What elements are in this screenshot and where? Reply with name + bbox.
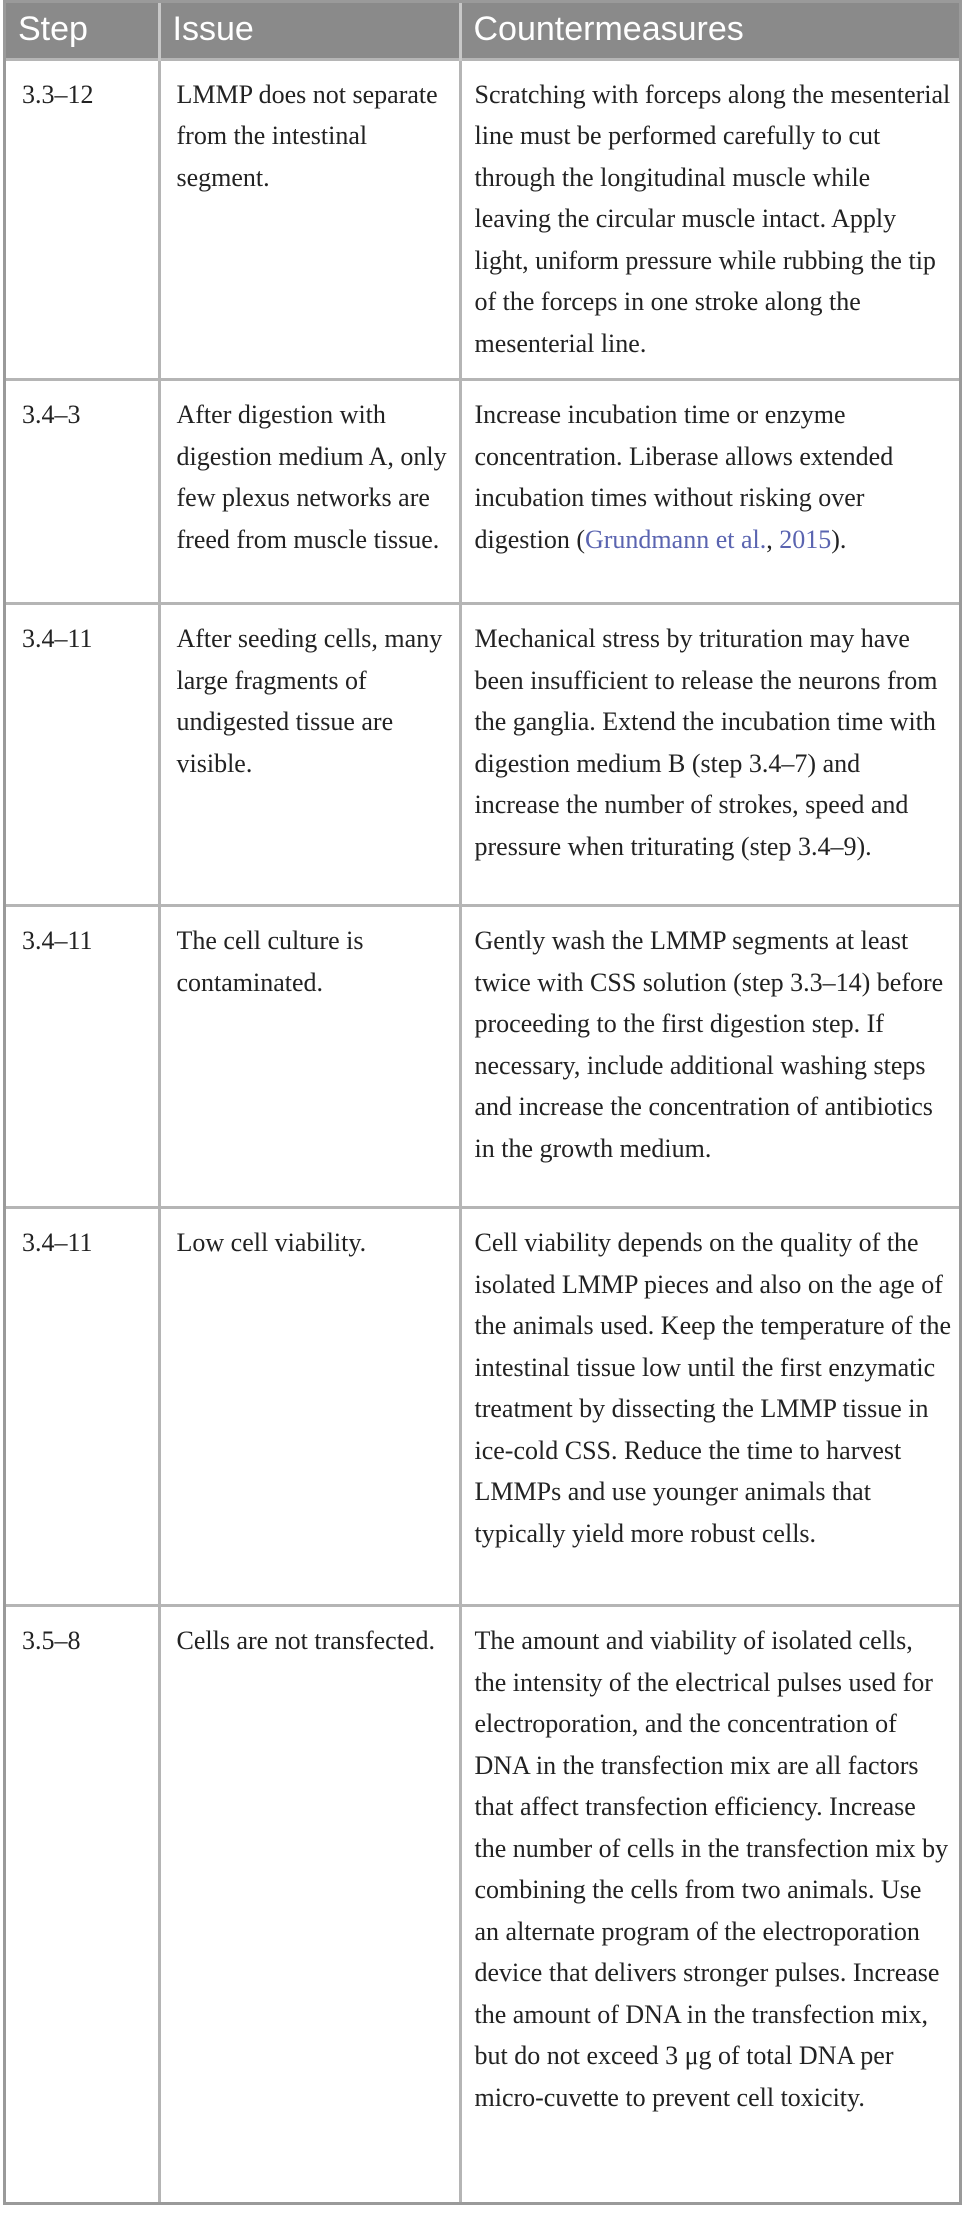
table-row: [6, 1208, 959, 1606]
cell-step: 3.4–11: [6, 1208, 159, 1606]
table-row: [6, 1606, 959, 2202]
table-row: [6, 906, 959, 1208]
cell-issue: After digestion with digestion medium A, only few plexus networks are freed from muscle tissue.: [159, 380, 460, 604]
header-step: Step: [6, 3, 159, 59]
cell-step: 3.5–8: [6, 1606, 159, 2202]
table-row: [6, 59, 959, 380]
table-header: [6, 3, 959, 59]
cell-step: 3.4–11: [6, 604, 159, 906]
cell-issue: LMMP does not separate from the intestinal segment.: [159, 59, 460, 380]
cell-countermeasures: The amount and viability of isolated cells, the intensity of the electrical pulses used for electroporation, and the concentration of DNA in the transfection mix are all factors that affect transfection efficiency. Increase the number of cells in the transfection mix by combining the cells from two animals. Use an alternate program of the electroporation device that delivers stronger pulses. Increase the amount of DNA in the transfection mix, but do not exceed 3 μg of total DNA per micro-cuvette to prevent cell toxicity.: [460, 1606, 959, 2202]
cell-issue: Low cell viability.: [159, 1208, 460, 1606]
countermeasure-text: Increase incubation time or enzyme concentration. Liberase allows extended incubation times without risking over digestion (: [474, 400, 894, 554]
cell-countermeasures: Cell viability depends on the quality of the isolated LMMP pieces and also on the age of the animals used. Keep the temperature of the intestinal tissue low until the first enzymatic treatment by dissecting the LMMP tissue in ice-cold CSS. Reduce the time to harvest LMMPs and use younger animals that typically yield more robust cells.: [460, 1208, 959, 1606]
cell-countermeasures: Gently wash the LMMP segments at least twice with CSS solution (step 3.3–14) before proceeding to the first digestion step. If necessary, include additional washing steps and increase the concentration of antibiotics in the growth medium.: [460, 906, 959, 1208]
table-body: [6, 59, 959, 2202]
table-row: [6, 604, 959, 906]
citation-separator: ,: [766, 524, 780, 554]
citation-link-author[interactable]: Grundmann et al.: [585, 524, 767, 554]
cell-step: 3.4–11: [6, 906, 159, 1208]
cell-countermeasures: Mechanical stress by trituration may have been insufficient to release the neurons from the ganglia. Extend the incubation time with digestion medium B (step 3.4–7) and increase the number of strokes, speed and pressure when triturating (step 3.4–9).: [460, 604, 959, 906]
cell-issue: The cell culture is contaminated.: [159, 906, 460, 1208]
header-countermeasures: Countermeasures: [460, 3, 959, 59]
troubleshooting-table: [6, 3, 959, 2202]
cell-issue: After seeding cells, many large fragments of undigested tissue are visible.: [159, 604, 460, 906]
citation-link-year[interactable]: 2015: [779, 524, 832, 554]
header-issue: Issue: [159, 3, 460, 59]
cell-step: 3.4–3: [6, 380, 159, 604]
cell-issue: Cells are not transfected.: [159, 1606, 460, 2202]
cell-step: 3.3–12: [6, 59, 159, 380]
cell-countermeasures: Scratching with forceps along the mesenterial line must be performed carefully to cut through the longitudinal muscle while leaving the circular muscle intact. Apply light, uniform pressure while rubbing the tip of the forceps in one stroke along the mesenterial line.: [460, 59, 959, 380]
troubleshooting-table-container: [3, 0, 962, 2205]
header-row: [6, 3, 959, 59]
countermeasure-text-end: ).: [831, 524, 847, 554]
cell-countermeasures: [460, 380, 959, 604]
table-row: [6, 380, 959, 604]
